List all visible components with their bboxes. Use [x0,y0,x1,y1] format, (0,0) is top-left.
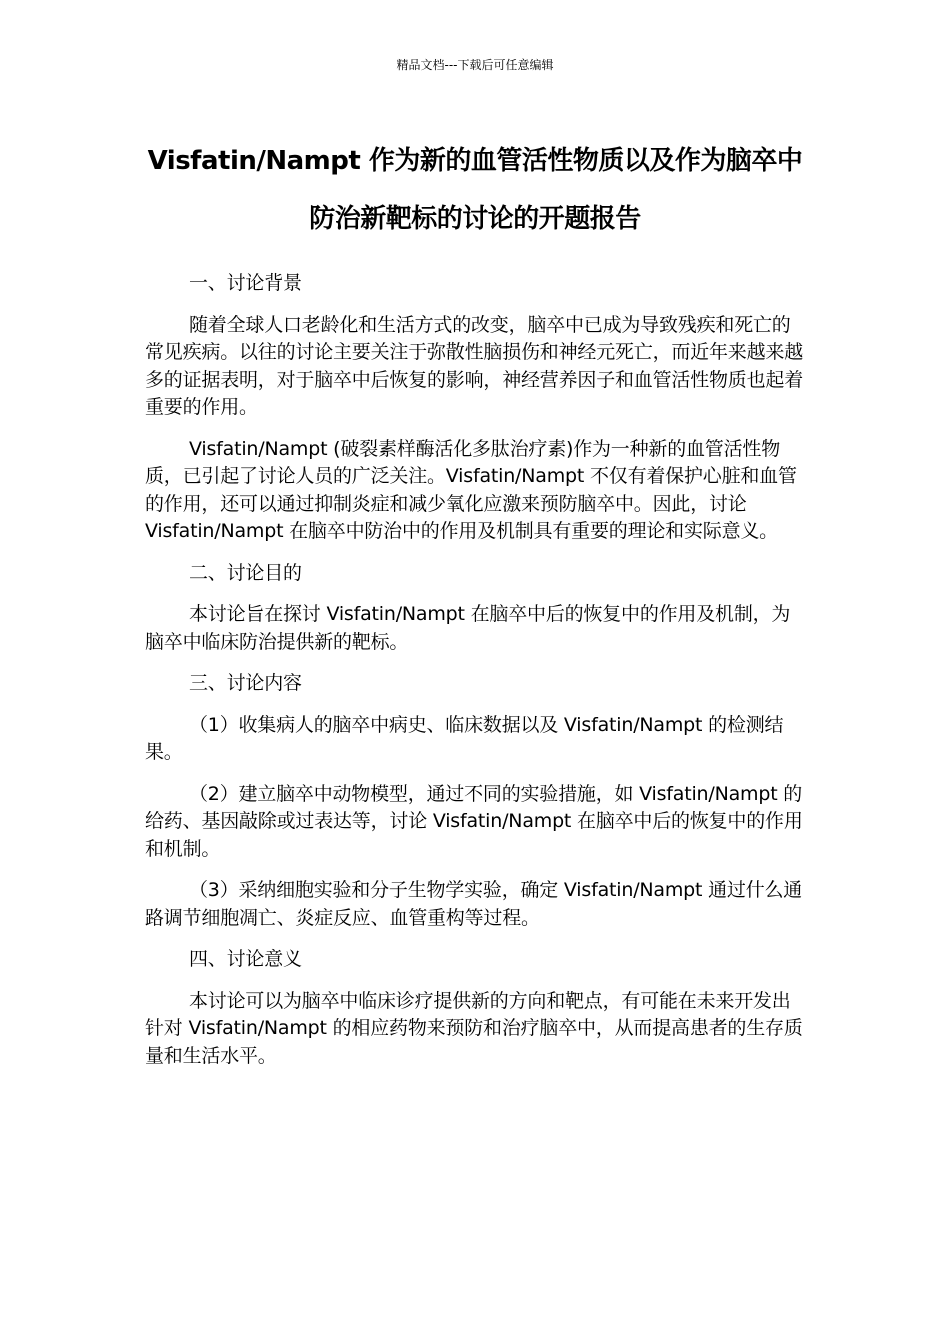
background-paragraph-1: 随着全球人口老龄化和生活方式的改变，脑卒中已成为导致残疾和死亡的常见疾病。以往的讨论主要关注于弥散性脑损伤和神经元死亡，而近年来越来越多的证据表明，对于脑卒中后恢复的影响，神经营养因子和血管活性物质也起着重要的作用。 [145,313,804,418]
section-heading-background: 一、讨论背景 [189,272,302,294]
document-body [145,270,807,1084]
section-heading-purpose: 二、讨论目的 [189,561,302,584]
purpose-paragraph: 本讨论旨在探讨 Visfatin/Nampt 在脑卒中后的恢复中的作用及机制，为脑卒中临床防治提供新的靶标。 [145,603,791,653]
significance-paragraph: 本讨论可以为脑卒中临床诊疗提供新的方向和靶点，有可能在未来开发出针对 Visfatin/Nampt 的相应药物来预防和治疗脑卒中，从而提高患者的生存质量和生活水平。 [145,989,803,1067]
header-note: 精品文档---下载后可任意编辑 [396,58,554,72]
content-item-3: （3）采纳细胞实验和分子生物学实验，确定 Visfatin/Nampt 通过什么通路调节细胞凋亡、炎症反应、血管重构等过程。 [145,879,803,929]
document-title: Visfatin/Nampt 作为新的血管活性物质以及作为脑卒中防治新靶标的讨论的开题报告 [147,146,803,234]
content-item-2: （2）建立脑卒中动物模型，通过不同的实验措施，如 Visfatin/Nampt 的给药、基因敲除或过表达等，讨论 Visfatin/Nampt 在脑卒中后的恢复中的作用和机制。 [145,782,803,860]
section-heading-content: 三、讨论内容 [189,672,302,694]
section-heading-significance: 四、讨论意义 [189,948,302,970]
background-paragraph-2: Visfatin/Nampt (破裂素样酶活化多肽治疗素)作为一种新的血管活性物质，已引起了讨论人员的广泛关注。Visfatin/Nampt 不仅有着保护心脏和血管的作用，还可以通过抑制炎症和减少氧化应激来预防脑卒中。因此，讨论 Visfatin/Nampt 在脑卒中防治中的作用及机制具有重要的理论和实际意义。 [145,437,797,542]
content-item-1: （1）收集病人的脑卒中病史、临床数据以及 Visfatin/Nampt 的检测结果。 [145,713,784,763]
